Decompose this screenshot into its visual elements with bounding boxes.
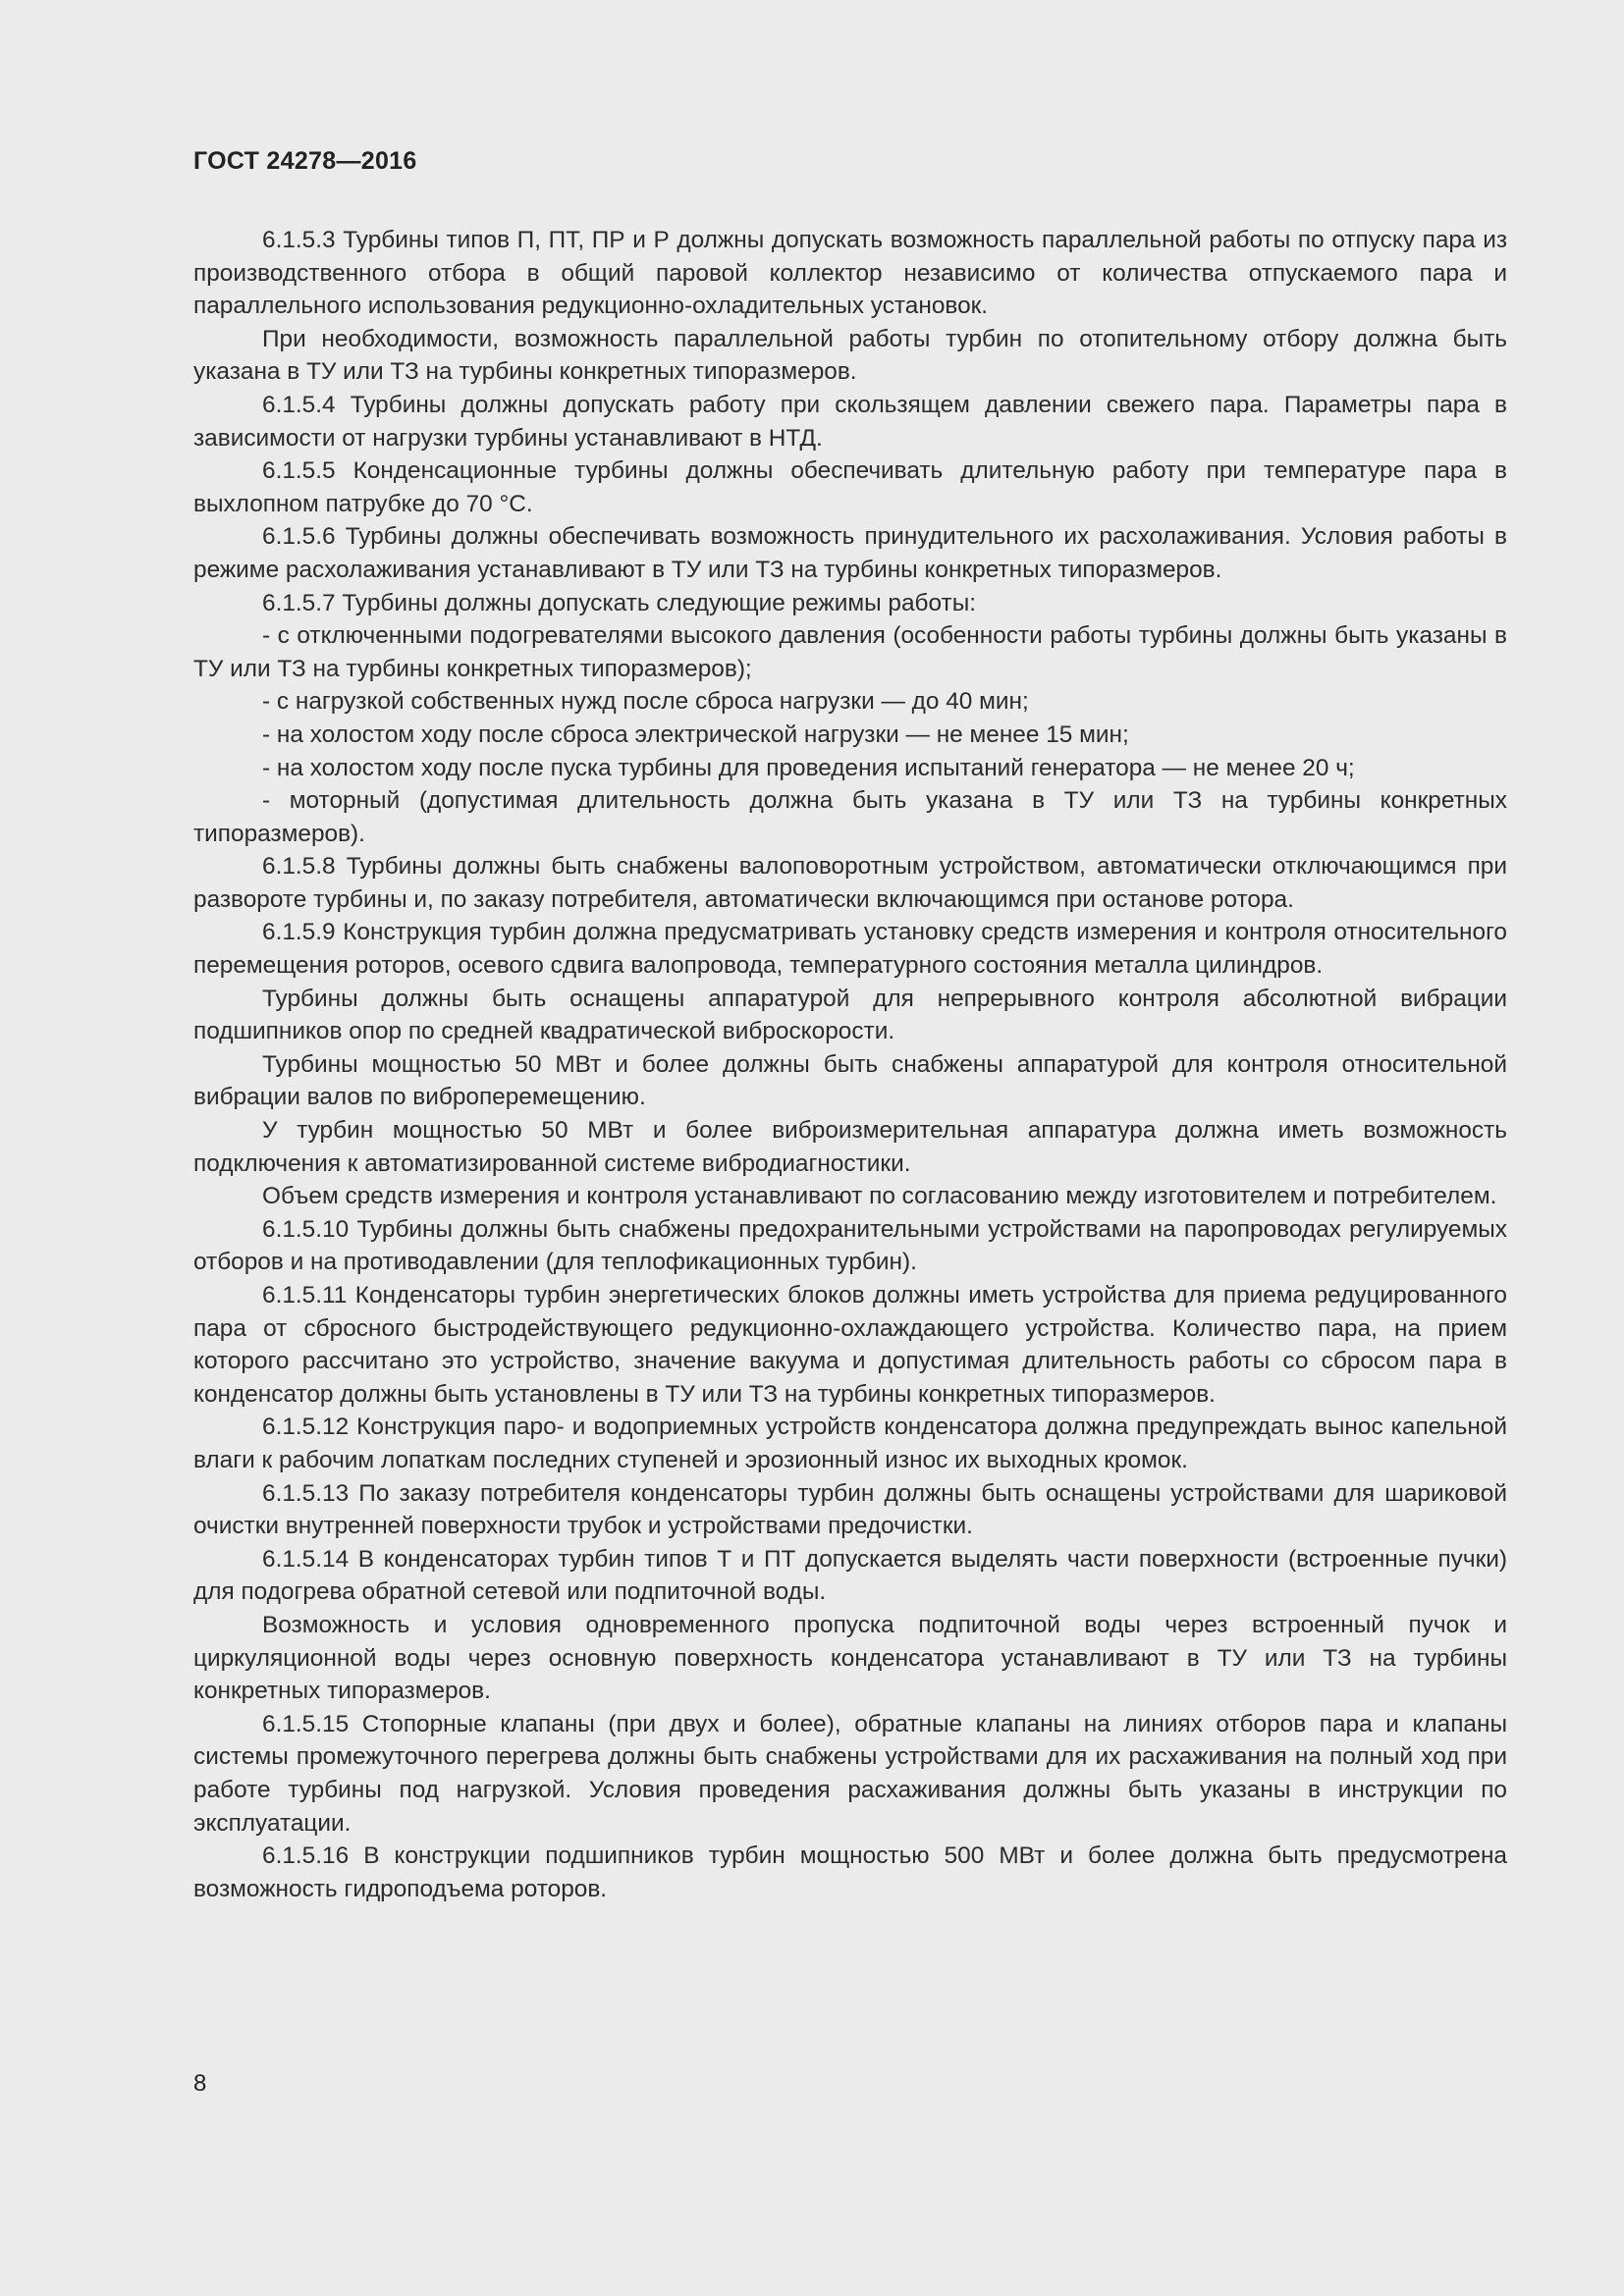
paragraph-6-1-5-4: 6.1.5.4 Турбины должны допускать работу при скользящем давлении свежего пара. Параметры пара в зависимости от нагрузки турбины устанавливают в НТД. xyxy=(193,391,1507,452)
list-item-idle-after-load-drop: - на холостом ходу после сброса электрической нагрузки — не менее 15 мин; xyxy=(262,721,1129,748)
paragraph-vibration-diagnostics: У турбин мощностью 50 МВт и более виброизмерительная аппаратура должна иметь возможность подключения к автоматизированной системе вибродиагностики. xyxy=(193,1117,1507,1177)
paragraph-6-1-5-12: 6.1.5.12 Конструкция паро- и водоприемных устройств конденсатора должна предупреждать вынос капельной влаги к рабочим лопаткам последних ступеней и эрозионный износ их выходных кромок. xyxy=(193,1414,1507,1473)
list-item-motor-mode: - моторный (допустимая длительность должна быть указана в ТУ или ТЗ на турбины конкретных типоразмеров). xyxy=(193,787,1507,847)
list-item-idle-generator-test: - на холостом ходу после пуска турбины для проведения испытаний генератора — не менее 20 ч; xyxy=(262,754,1355,781)
paragraph-6-1-5-3: 6.1.5.3 Турбины типов П, ПТ, ПР и Р должны допускать возможность параллельной работы по отпуску пара из производственного отбора в общий паровой коллектор независимо от количества отпускаемого пара и параллельного использования редукционно-охладительных установок. xyxy=(193,227,1507,320)
paragraph-measurement-scope: Объем средств измерения и контроля устанавливают по согласованию между изготовителем и потребителем. xyxy=(262,1183,1497,1210)
document-header: ГОСТ 24278—2016 xyxy=(193,147,417,175)
paragraph-vibration-relative: Турбины мощностью 50 МВт и более должны быть снабжены аппаратурой для контроля относительной вибрации валов по виброперемещению. xyxy=(193,1050,1507,1111)
page-number: 8 xyxy=(193,2070,207,2097)
paragraph-6-1-5-5: 6.1.5.5 Конденсационные турбины должны обеспечивать длительную работу при температуре пара в выхлопном патрубке до 70 °С. xyxy=(193,457,1507,517)
paragraph-vibration-absolute: Турбины должны быть оснащены аппаратурой для непрерывного контроля абсолютной вибрации подшипников опор по средней квадратической виброскорости. xyxy=(193,985,1507,1045)
paragraph-6-1-5-16: 6.1.5.16 В конструкции подшипников турбин мощностью 500 МВт и более должна быть предусмотрена возможность гидроподъема роторов. xyxy=(193,1842,1507,1902)
document-body xyxy=(193,224,1507,1905)
paragraph-6-1-5-13: 6.1.5.13 По заказу потребителя конденсаторы турбин должны быть оснащены устройствами для шариковой очистки внутренней поверхности трубок и устройствами предочистки. xyxy=(193,1479,1507,1540)
paragraph-6-1-5-7: 6.1.5.7 Турбины должны допускать следующие режимы работы: xyxy=(262,589,977,616)
paragraph-6-1-5-11: 6.1.5.11 Конденсаторы турбин энергетических блоков должны иметь устройства для приема редуцированного пара от сбросного быстродействующего редукционно-охлаждающего устройства. Количество пара, на прием которого рассчитано это устройство, значение вакуума и допустимая длительность работы со сбросом пара в конденсатор должны быть установлены в ТУ или ТЗ на турбины конкретных типоразмеров. xyxy=(193,1282,1507,1408)
paragraph-6-1-5-14: 6.1.5.14 В конденсаторах турбин типов Т и ПТ допускается выделять части поверхности (встроенные пучки) для подогрева обратной сетевой или подпиточной воды. xyxy=(193,1545,1507,1606)
paragraph-6-1-5-8: 6.1.5.8 Турбины должны быть снабжены валоповоротным устройством, автоматически отключающимся при развороте турбины и, по заказу потребителя, автоматически включающимся при останове ротора. xyxy=(193,853,1507,913)
paragraph-makeup-water: Возможность и условия одновременного пропуска подпиточной воды через встроенный пучок и циркуляционной воды через основную поверхность конденсатора устанавливают в ТУ или ТЗ на турбины конкретных типоразмеров. xyxy=(193,1611,1507,1705)
paragraph-heating-extraction: При необходимости, возможность параллельной работы турбин по отопительному отбору должна быть указана в ТУ или ТЗ на турбины конкретных типоразмеров. xyxy=(193,325,1507,386)
paragraph-6-1-5-6: 6.1.5.6 Турбины должны обеспечивать возможность принудительного их расхолаживания. Условия работы в режиме расхолаживания устанавливают в ТУ или ТЗ на турбины конкретных типоразмеров. xyxy=(193,523,1507,583)
list-item-auxiliary-load: - с нагрузкой собственных нужд после сброса нагрузки — до 40 мин; xyxy=(262,688,1029,716)
paragraph-6-1-5-9: 6.1.5.9 Конструкция турбин должна предусматривать установку средств измерения и контроля относительного перемещения роторов, осевого сдвига валопровода, температурного состояния металла цилиндров. xyxy=(193,919,1507,980)
list-item-hp-heaters-off: - с отключенными подогревателями высокого давления (особенности работы турбины должны быть указаны в ТУ или ТЗ на турбины конкретных типоразмеров); xyxy=(193,622,1507,682)
paragraph-6-1-5-15: 6.1.5.15 Стопорные клапаны (при двух и более), обратные клапаны на линиях отборов пара и клапаны системы промежуточного перегрева должны быть снабжены устройствами для их расхаживания на полный ход при работе турбины под нагрузкой. Условия проведения расхаживания должны быть указаны в инструкции по эксплуатации. xyxy=(193,1710,1507,1837)
paragraph-6-1-5-10: 6.1.5.10 Турбины должны быть снабжены предохранительными устройствами на паропроводах регулируемых отборов и на противодавлении (для теплофикационных турбин). xyxy=(193,1215,1507,1276)
